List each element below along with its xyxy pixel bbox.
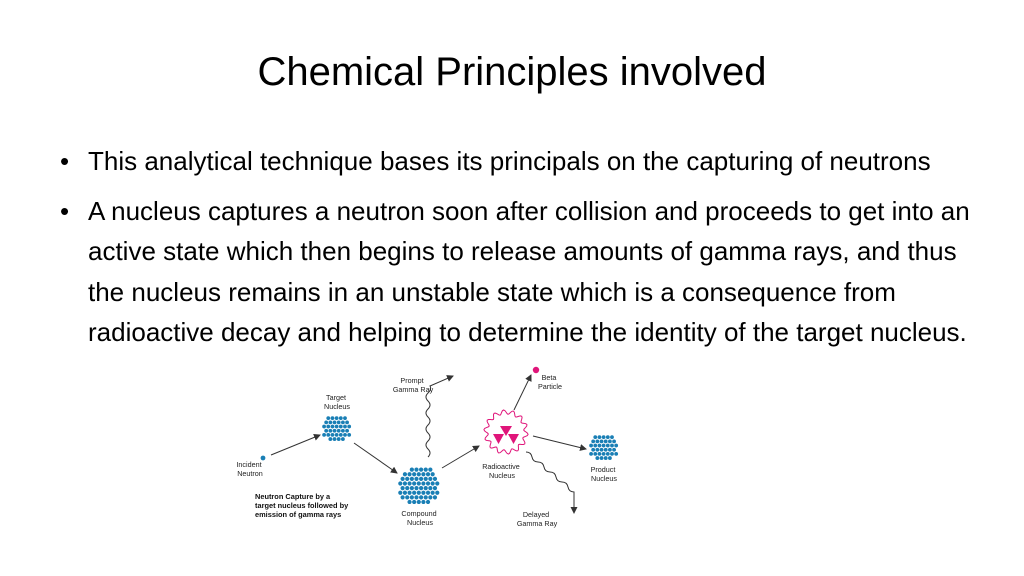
nucleon xyxy=(335,433,339,437)
bullet-text: This analytical technique bases its principals on the capturing of neutrons xyxy=(88,146,931,176)
arrow-radioactive-to-product xyxy=(533,436,586,449)
nucleon xyxy=(328,437,332,441)
nucleon xyxy=(337,437,341,441)
nucleon xyxy=(428,477,432,481)
nucleon xyxy=(412,500,416,504)
nucleon xyxy=(403,491,407,495)
nucleon xyxy=(421,472,425,476)
nucleon xyxy=(407,491,411,495)
nucleon xyxy=(431,472,435,476)
nucleon xyxy=(426,481,430,485)
beta-particle-label: Beta Particle xyxy=(538,373,562,391)
arrow-target-to-compound xyxy=(354,443,397,473)
nucleon xyxy=(433,477,437,481)
nucleon xyxy=(414,495,418,499)
nucleon xyxy=(428,495,432,499)
nucleon xyxy=(421,491,425,495)
nucleon xyxy=(328,429,332,433)
nucleon xyxy=(600,456,604,460)
nucleon xyxy=(608,456,612,460)
nucleon xyxy=(431,491,435,495)
nucleon xyxy=(426,500,430,504)
nucleon xyxy=(610,444,614,448)
nucleon xyxy=(424,468,428,472)
nucleon xyxy=(335,425,339,429)
nucleon xyxy=(593,435,597,439)
nucleon xyxy=(407,500,411,504)
nucleon xyxy=(401,477,405,481)
nucleon xyxy=(345,429,349,433)
nucleon xyxy=(414,477,418,481)
diagram-caption: Neutron Capture by a target nucleus followed by emission of gamma rays xyxy=(255,492,349,519)
nucleon xyxy=(604,439,608,443)
nucleon xyxy=(410,477,414,481)
compound-nucleus xyxy=(398,468,439,505)
nucleon xyxy=(419,477,423,481)
nucleon xyxy=(326,416,330,420)
nucleon xyxy=(612,439,616,443)
nucleon xyxy=(347,433,351,437)
nucleon xyxy=(405,495,409,499)
nucleon xyxy=(589,444,593,448)
nucleon xyxy=(339,433,343,437)
nucleon xyxy=(612,448,616,452)
slide-title: Chemical Principles involved xyxy=(257,50,767,94)
nucleon xyxy=(589,452,593,456)
nucleon xyxy=(614,444,618,448)
nucleon xyxy=(407,472,411,476)
product-nucleus-label: Product Nucleus xyxy=(590,465,617,483)
nucleon xyxy=(417,500,421,504)
nucleon xyxy=(410,486,414,490)
nucleon xyxy=(600,448,604,452)
nucleon xyxy=(337,420,341,424)
nucleon xyxy=(598,452,602,456)
nucleon xyxy=(412,472,416,476)
nucleon xyxy=(419,486,423,490)
nucleon xyxy=(593,444,597,448)
nucleon xyxy=(424,477,428,481)
bullet-marker: • xyxy=(60,146,70,176)
nucleon xyxy=(414,468,418,472)
nucleon xyxy=(337,429,341,433)
nucleon xyxy=(593,452,597,456)
nucleon xyxy=(341,420,345,424)
nucleon xyxy=(326,433,330,437)
nucleon xyxy=(324,420,328,424)
nucleon xyxy=(610,452,614,456)
nucleon xyxy=(606,444,610,448)
nucleon xyxy=(602,444,606,448)
nucleon xyxy=(412,491,416,495)
nucleon xyxy=(598,444,602,448)
nucleon xyxy=(419,495,423,499)
nucleon xyxy=(401,486,405,490)
nucleon xyxy=(341,429,345,433)
nucleon xyxy=(410,468,414,472)
nucleon xyxy=(598,435,602,439)
nucleon xyxy=(424,495,428,499)
nucleon xyxy=(595,448,599,452)
bullet-item xyxy=(60,141,990,182)
bullet-text: A nucleus captures a neutron soon after collision and proceeds to get into an active state which then begins to release amounts of gamma rays, and thus the nucleus remains in an unstable state which is a consequence from radioactive decay and helping to determine the identity of the target nucleus. xyxy=(88,195,970,347)
nucleon xyxy=(322,433,326,437)
nucleon xyxy=(331,425,335,429)
nucleon xyxy=(417,481,421,485)
target-nucleus xyxy=(322,416,351,441)
neutron-capture-diagram xyxy=(230,360,630,535)
radioactive-nucleus-label: Radioactive Nucleus xyxy=(482,462,520,480)
product-nucleus xyxy=(589,435,618,460)
nucleon xyxy=(403,472,407,476)
nucleon xyxy=(324,429,328,433)
nucleon xyxy=(403,481,407,485)
nucleon xyxy=(600,439,604,443)
nucleon xyxy=(433,495,437,499)
nucleon xyxy=(405,486,409,490)
nucleon xyxy=(604,456,608,460)
nucleon xyxy=(326,425,330,429)
beta-particle xyxy=(533,367,539,373)
nucleon xyxy=(428,468,432,472)
bullet-marker: • xyxy=(60,195,70,226)
nucleon xyxy=(333,429,337,433)
delayed-gamma-ray xyxy=(526,452,574,513)
nucleon xyxy=(595,439,599,443)
arrow-neutron-to-target xyxy=(271,435,320,455)
nucleon xyxy=(343,416,347,420)
nucleon xyxy=(331,416,335,420)
nucleon xyxy=(426,491,430,495)
nucleon xyxy=(347,425,351,429)
nucleon xyxy=(345,420,349,424)
arrow-compound-to-radioactive xyxy=(442,446,479,468)
nucleon xyxy=(595,456,599,460)
nucleon xyxy=(343,425,347,429)
nucleon xyxy=(398,491,402,495)
nucleon xyxy=(602,452,606,456)
nucleon xyxy=(328,420,332,424)
nucleon xyxy=(419,468,423,472)
nucleon xyxy=(417,491,421,495)
nucleon xyxy=(424,486,428,490)
delayed-gamma-ray-label: Delayed Gamma Ray xyxy=(516,510,558,528)
nucleon xyxy=(602,435,606,439)
nucleon xyxy=(333,420,337,424)
nucleon xyxy=(426,472,430,476)
nucleon xyxy=(433,486,437,490)
nucleon xyxy=(335,416,339,420)
nucleon xyxy=(428,486,432,490)
nucleon xyxy=(407,481,411,485)
nucleon xyxy=(435,491,439,495)
nucleon xyxy=(412,481,416,485)
nucleon xyxy=(401,495,405,499)
nucleon xyxy=(608,439,612,443)
nucleon xyxy=(610,435,614,439)
nucleon xyxy=(405,477,409,481)
nucleon xyxy=(435,481,439,485)
nucleon xyxy=(421,500,425,504)
nucleon xyxy=(410,495,414,499)
nucleon xyxy=(431,481,435,485)
nucleon xyxy=(398,481,402,485)
nucleon xyxy=(341,437,345,441)
nucleon xyxy=(421,481,425,485)
nucleon xyxy=(333,437,337,441)
nucleon xyxy=(331,433,335,437)
prompt-gamma-ray-label: Prompt Gamma Ray xyxy=(392,376,434,394)
nucleon xyxy=(339,425,343,429)
nucleon xyxy=(591,439,595,443)
bullet-list xyxy=(60,141,990,362)
nucleon xyxy=(604,448,608,452)
arrow-radioactive-to-beta xyxy=(514,375,531,410)
compound-nucleus-label: Compound Nucleus xyxy=(401,509,437,527)
nucleon xyxy=(606,452,610,456)
incident-neutron-label: Incident Neutron xyxy=(236,460,263,478)
nucleon xyxy=(614,452,618,456)
nucleon xyxy=(339,416,343,420)
nucleon xyxy=(343,433,347,437)
bullet-item xyxy=(60,191,990,353)
nucleon xyxy=(417,472,421,476)
nucleon xyxy=(414,486,418,490)
nucleon xyxy=(591,448,595,452)
nucleon xyxy=(322,425,326,429)
target-nucleus-label: Target Nucleus xyxy=(324,393,350,411)
nucleon xyxy=(608,448,612,452)
nucleon xyxy=(606,435,610,439)
